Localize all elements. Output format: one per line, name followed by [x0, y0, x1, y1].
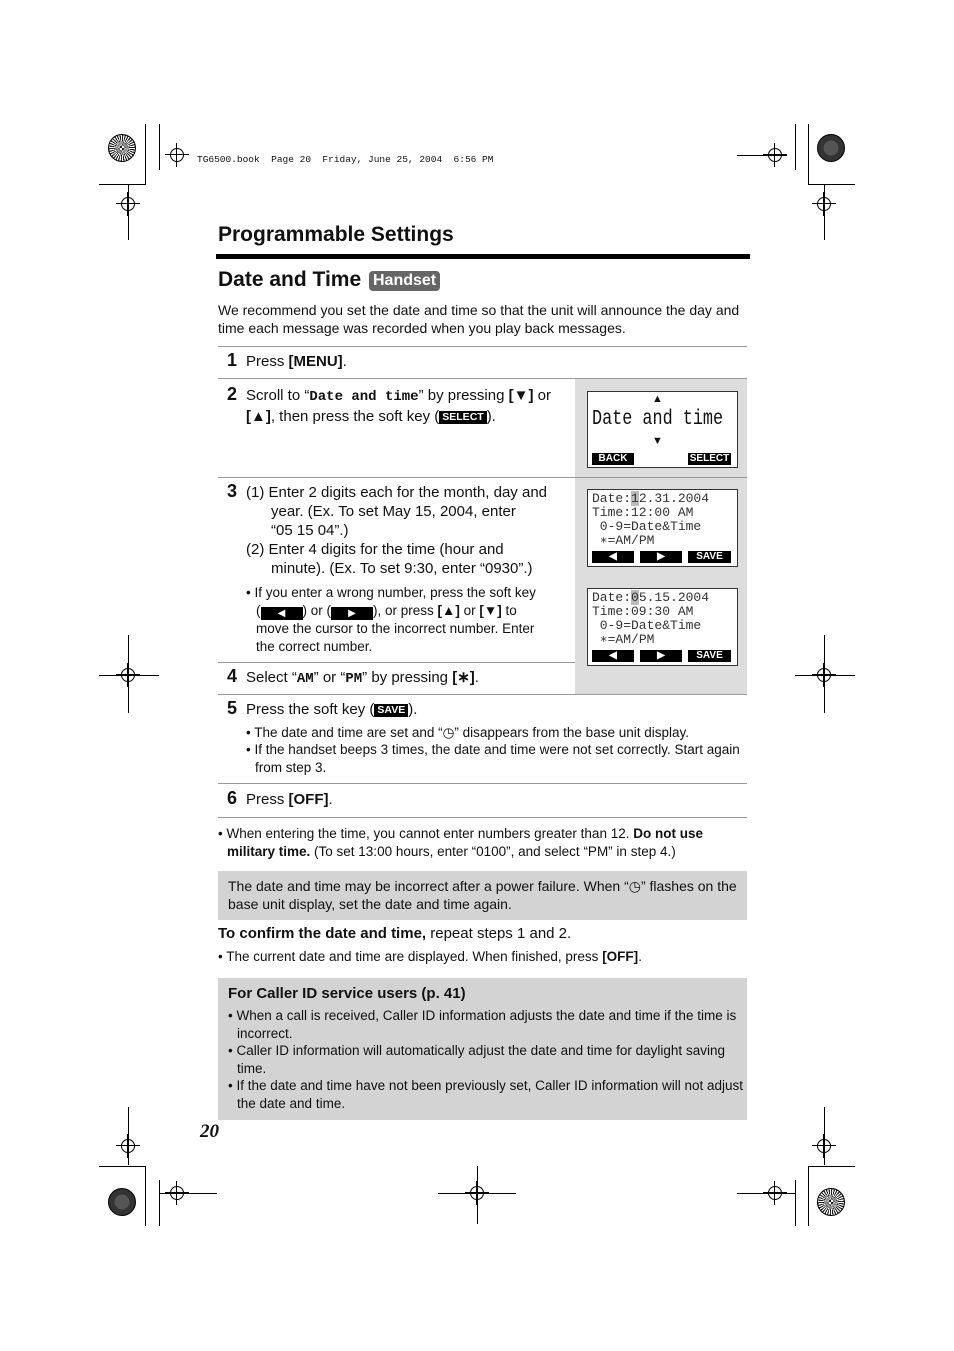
left-arrow-soft-key: ◀ [592, 650, 634, 662]
down-key: [▼] [508, 387, 534, 404]
caller-id-item: • If the date and time have not been previously set, Caller ID information will not adjust the date and time. [228, 1078, 743, 1111]
step-number: 1 [227, 350, 238, 370]
power-failure-box [218, 871, 747, 920]
registration-mark-icon [170, 148, 184, 162]
left-arrow-soft-key: ◀ [261, 607, 303, 620]
confirm-bullet: • The current date and time are displayed. When finished, press [OFF]. [218, 949, 642, 964]
off-key: [OFF] [288, 791, 329, 808]
handset-badge: Handset [369, 271, 440, 291]
step-number: 4 [227, 666, 238, 686]
down-arrow-icon: ▼ [652, 435, 663, 447]
lcd-cursor: 1 [631, 491, 639, 506]
caller-id-item: • When a call is received, Caller ID information adjusts the date and time if the time is incorrect. [228, 1008, 737, 1041]
intro-paragraph: We recommend you set the date and time so that the unit will announce the day and time each message was recorded when you play back messages. [218, 302, 740, 336]
star-key: [∗] [452, 669, 475, 686]
lcd-hint-line: ∗=AM/PM [592, 632, 655, 647]
back-soft-key: BACK [592, 453, 634, 465]
save-soft-key: SAVE [374, 704, 408, 717]
step-5-text: Press the soft key ( SAVE ). [246, 701, 418, 718]
lcd-hint-line: 0-9=Date&Time [592, 519, 702, 534]
print-header-line: TG6500.book Page 20 Friday, June 25, 2004 6:56 PM [197, 154, 494, 165]
save-soft-key-label: SAVE [688, 551, 731, 563]
step-number: 3 [227, 481, 238, 501]
lcd-time-line: Time:09:30 AM [592, 604, 694, 619]
select-soft-key: SELECT [439, 411, 486, 424]
page-number: 20 [200, 1121, 219, 1142]
select-soft-key-label: SELECT [689, 453, 730, 464]
section-rule [216, 254, 750, 259]
step-number: 6 [227, 788, 238, 808]
up-arrow-icon: ▲ [652, 393, 663, 405]
step-3-note: • If you enter a wrong number, press the soft key ( ◀ ) or ( ▶ ), or press [▲] or [▼] to move the cursor to the incorrect number. Enter the correct number. [246, 585, 536, 654]
lcd-display-date-set [587, 588, 738, 666]
right-arrow-soft-key: ▶ [640, 650, 682, 662]
military-time-note: • When entering the time, you cannot enter numbers greater than 12. Do not use military time. (To set 13:00 hours, enter “0100”, and select “PM” in step 4.) [218, 826, 703, 859]
step-6-text: Press [OFF]. [246, 791, 333, 808]
lcd-date-line: Date:12.31.2004 [592, 491, 710, 506]
menu-key: [MENU] [288, 353, 343, 370]
lcd-hint-line: ∗=AM/PM [592, 533, 655, 548]
right-arrow-soft-key: ▶ [331, 607, 373, 620]
registration-wheel-icon [108, 134, 136, 162]
step-5-note: • If the handset beeps 3 times, the date and time were not set correctly. Start again from step 3. [246, 742, 740, 775]
step-5-note: • The date and time are set and “◷” disappears from the base unit display. [246, 725, 689, 740]
caller-id-title: For Caller ID service users (p. 41) [228, 985, 466, 1002]
heading-title: Date and Time [218, 268, 362, 291]
step-2-text: Scroll to “Date and time” by pressing [▼] or [▲], then press the soft key ( SELECT ). [246, 387, 551, 425]
lcd-date-line: Date:05.15.2004 [592, 590, 710, 605]
page-heading [218, 268, 440, 292]
left-arrow-soft-key: ◀ [592, 551, 634, 563]
step-1-text: Press [MENU]. [246, 353, 347, 370]
registration-wheel-icon [108, 1188, 136, 1216]
save-soft-key-label: SAVE [688, 650, 731, 662]
right-arrow-soft-key: ▶ [640, 551, 682, 563]
step-number: 5 [227, 698, 238, 718]
step-3-text: (1) Enter 2 digits each for the month, day and year. (Ex. To set May 15, 2004, enter “05 15 04”.) (2) Enter 4 digits for the time (hour and minute). (Ex. To set 9:30, enter “0930”.) [246, 484, 548, 577]
lcd-time-line: Time:12:00 AM [592, 505, 694, 520]
registration-wheel-icon [817, 1188, 845, 1216]
up-key: [▲] [246, 408, 271, 425]
step-4-text: Select “AM” or “PM” by pressing [∗]. [246, 669, 479, 687]
power-failure-text: The date and time may be incorrect after a power failure. When “◷” flashes on the base unit display, set the date and time again. [228, 878, 737, 912]
lcd-display-date-entry [587, 489, 738, 567]
lcd-display-date-and-time [587, 391, 738, 468]
lcd-hint-line: 0-9=Date&Time [592, 618, 702, 633]
step-number: 2 [227, 384, 238, 404]
caller-id-box [218, 978, 747, 1120]
lcd-menu-text: Date and time [592, 408, 724, 431]
caller-id-item: • Caller ID information will automatically adjust the date and time for daylight saving time. [228, 1043, 725, 1076]
lcd-cursor: 0 [631, 590, 639, 605]
section-title: Programmable Settings [218, 223, 454, 246]
registration-wheel-icon [817, 134, 845, 162]
confirm-line: To confirm the date and time, repeat steps 1 and 2. [218, 925, 572, 942]
